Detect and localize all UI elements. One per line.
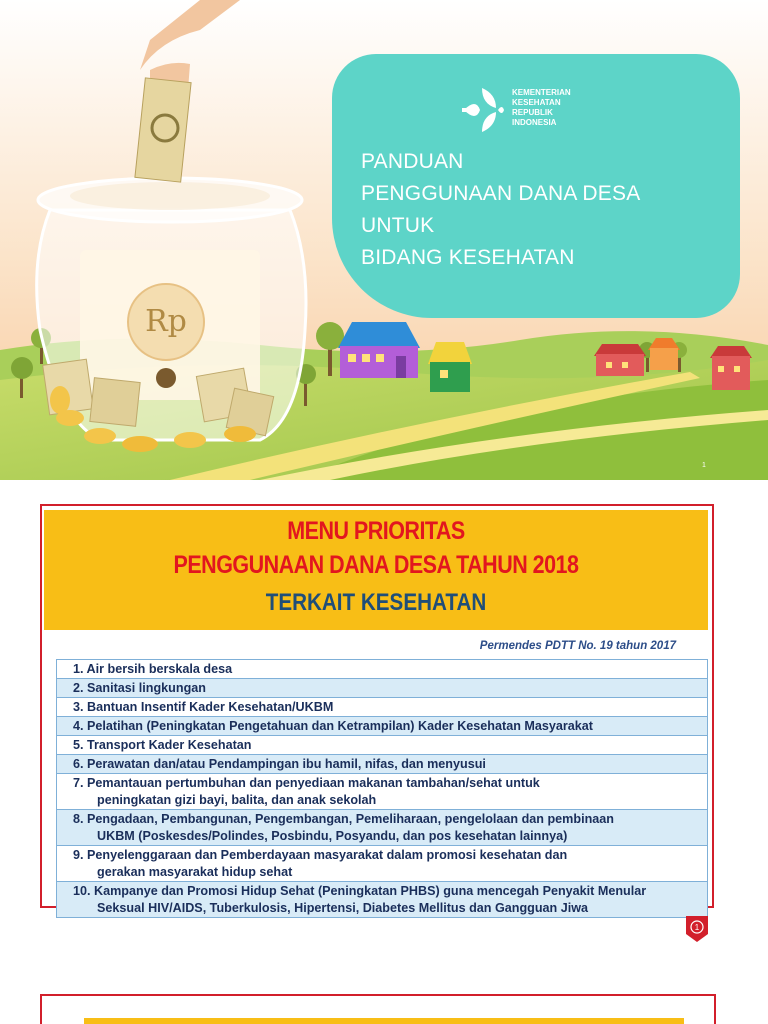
- ministry-branding: [456, 84, 616, 140]
- list-item: 9. Penyelenggaraan dan Pemberdayaan masyarakat dalam promosi kesehatan dan gerakan masyarakat hidup sehat: [57, 846, 707, 882]
- list-item: 10. Kampanye dan Promosi Hidup Sehat (Peningkatan PHBS) guna mencegah Penyakit Menular Seksual HIV/AIDS, Tuberkulosis, Hipertensi, Diabetes Mellitus dan Gangguan Jiwa: [57, 882, 707, 917]
- list-item: 1. Air bersih berskala desa: [57, 660, 707, 679]
- regulation-reference: Permendes PDTT No. 19 tahun 2017: [479, 640, 676, 652]
- ministry-logo-icon: [456, 84, 506, 136]
- list-item: 4. Pelatihan (Peningkatan Pengetahuan dan Ketrampilan) Kader Kesehatan Masyarakat: [57, 717, 707, 736]
- list-item: 8. Pengadaan, Pembangunan, Pengembangan, Pemeliharaan, pengelolaan dan pembinaan UKBM (Poskesdes/Polindes, Posbindu, Posyandu, dan pos kesehatan lainnya): [57, 810, 707, 846]
- list-item: 3. Bantuan Insentif Kader Kesehatan/UKBM: [57, 698, 707, 717]
- menu-banner: [44, 510, 708, 630]
- next-banner: [84, 1018, 684, 1024]
- cover-slide: [0, 0, 768, 480]
- ministry-name: KEMENTERIAN KESEHATAN REPUBLIK INDONESIA: [512, 88, 571, 127]
- list-item: 2. Sanitasi lingkungan: [57, 679, 707, 698]
- house-icon: [710, 346, 752, 390]
- badge-number: 1: [694, 923, 700, 932]
- next-slide-partial: [0, 990, 768, 1024]
- slide-badge-icon: [686, 916, 708, 942]
- currency-label: Rp: [145, 304, 187, 339]
- list-item: 6. Perawatan dan/atau Pendampingan ibu hamil, nifas, dan menyusui: [57, 755, 707, 774]
- priority-list: [56, 659, 708, 918]
- house-icon: [428, 342, 472, 392]
- list-item: 5. Transport Kader Kesehatan: [57, 736, 707, 755]
- cover-title: PANDUAN PENGGUNAAN DANA DESA UNTUK BIDANG KESEHATAN: [361, 150, 641, 269]
- menu-slide: [0, 496, 768, 974]
- slide-gap: [0, 480, 768, 496]
- house-icon: [338, 322, 420, 378]
- menu-title-line2: PENGGUNAAN DANA DESA TAHUN 2018: [173, 551, 579, 579]
- list-item: 7. Pemantauan pertumbuhan dan penyediaan makanan tambahan/sehat untuk peningkatan gizi bayi, balita, dan anak sekolah: [57, 774, 707, 810]
- slide-number: 1: [702, 462, 706, 469]
- menu-subtitle: TERKAIT KESEHATAN: [265, 589, 487, 616]
- menu-title-line1: MENU PRIORITAS: [287, 517, 465, 545]
- house-icon: [594, 344, 646, 376]
